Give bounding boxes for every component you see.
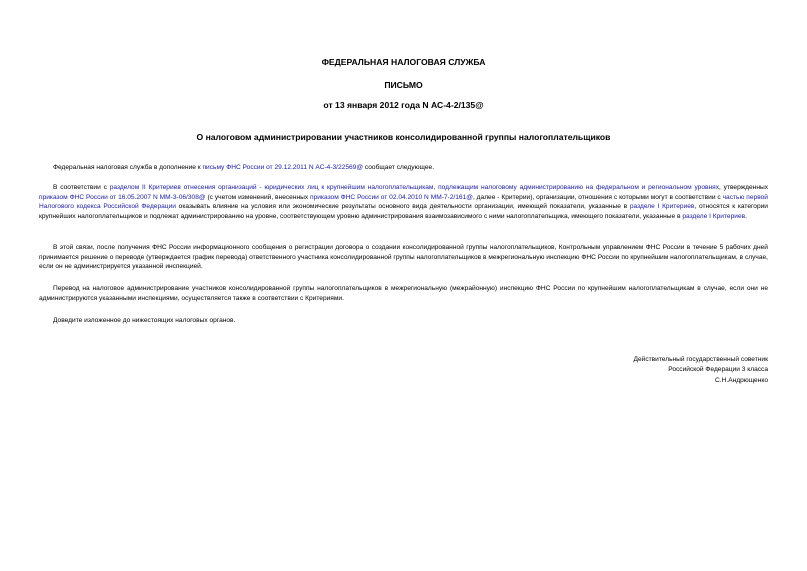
link-letter-fns[interactable]: письму ФНС России от 29.12.2011 N АС-4-3/22569@ <box>202 164 364 171</box>
signature-rank: Российской Федерации 3 класса <box>668 366 768 374</box>
link-tax-code[interactable]: частью первой Налогового кодекса Российской Федерации <box>39 193 768 211</box>
link-criteria-section-2[interactable]: разделом II Критериев отнесения организаций - юридических лиц к крупнейшим налогоплательщикам, подлежащим налоговому администрированию на федеральном и региональном уровнях <box>109 184 720 191</box>
link-criteria-section-1[interactable]: разделе I Критериев <box>629 203 695 211</box>
document-type: ПИСЬМО <box>384 80 423 90</box>
paragraph-closing: Доведите изложенное до нижестоящих налоговых органов. <box>53 317 236 324</box>
link-order-2007[interactable]: приказом ФНС России от 16.05.2007 N ММ-3-06/308@ <box>39 193 206 201</box>
signature-name: С.Н.Андрющенко <box>715 376 768 384</box>
paragraph-intro: Федеральная налоговая служба в дополнение к письму ФНС России от 29.12.2011 N АС-4-3/22569@ сообщает следующее. <box>53 164 435 171</box>
agency-title: ФЕДЕРАЛЬНАЯ НАЛОГОВАЯ СЛУЖБА <box>321 57 486 67</box>
paragraph-criteria: В соответствии с разделом II Критериев отнесения организаций - юридических лиц к крупнейшим налогоплательщикам, подлежащим налоговому администрированию на федеральном и региональном уровнях, утвержденных приказом ФНС России от 16.05.2007 N ММ-3-06/308@ (с учетом изменений, внесенных приказом ФНС России от 02.04.2010 N ММ-7-2/161@, далее - Критерии), организации, отношения с которыми могут в соответствии с частью первой Налогового кодекса Российской Федерации оказывать влияние на условия или экономические результаты основного вида деятельности организации, имеющей показатели, указанные в разделе I Критериев, относятся к категории крупнейших налогоплательщиков и подлежат администрированию на уровне, соответствующем уровню администрирования взаимозависимого с ними налогоплательщика, имеющего показатели, указанные в разделе I Критериев. <box>39 184 769 220</box>
link-criteria-section-1-second[interactable]: разделе I Критериев <box>682 212 746 220</box>
paragraph-transfer-participants: Перевод на налоговое администрирование участников консолидированной группы налогоплательщиков в межрегиональную (межрайонную) инспекцию ФНС России по крупнейшим налогоплательщикам в случае, если они не администрируются указанными инспекциями, осуществляется также в соответствии с Критериями. <box>39 285 768 302</box>
document-date-number: от 13 января 2012 года N АС-4-2/135@ <box>323 100 484 110</box>
link-order-2010[interactable]: приказом ФНС России от 02.04.2010 N ММ-7-2/161@ <box>310 193 473 201</box>
signature-title: Действительный государственный советник <box>633 356 768 363</box>
document-subject: О налоговом администрировании участников консолидированной группы налогоплательщиков <box>196 132 611 142</box>
paragraph-transfer-decision: В этой связи, после получения ФНС России информационного сообщения о регистрации договора о создании консолидированной группы налогоплательщиков, Контрольным управлением ФНС России в течение 5 рабочих дней принимается решение о переводе (утверждается график перевода) ответственного участника консолидированной группы налогоплательщиков в межрегиональную инспекцию ФНС России по крупнейшим налогоплательщикам, в случае, если он не администрируется указанной инспекцией. <box>39 244 768 271</box>
signature-block <box>634 355 768 386</box>
